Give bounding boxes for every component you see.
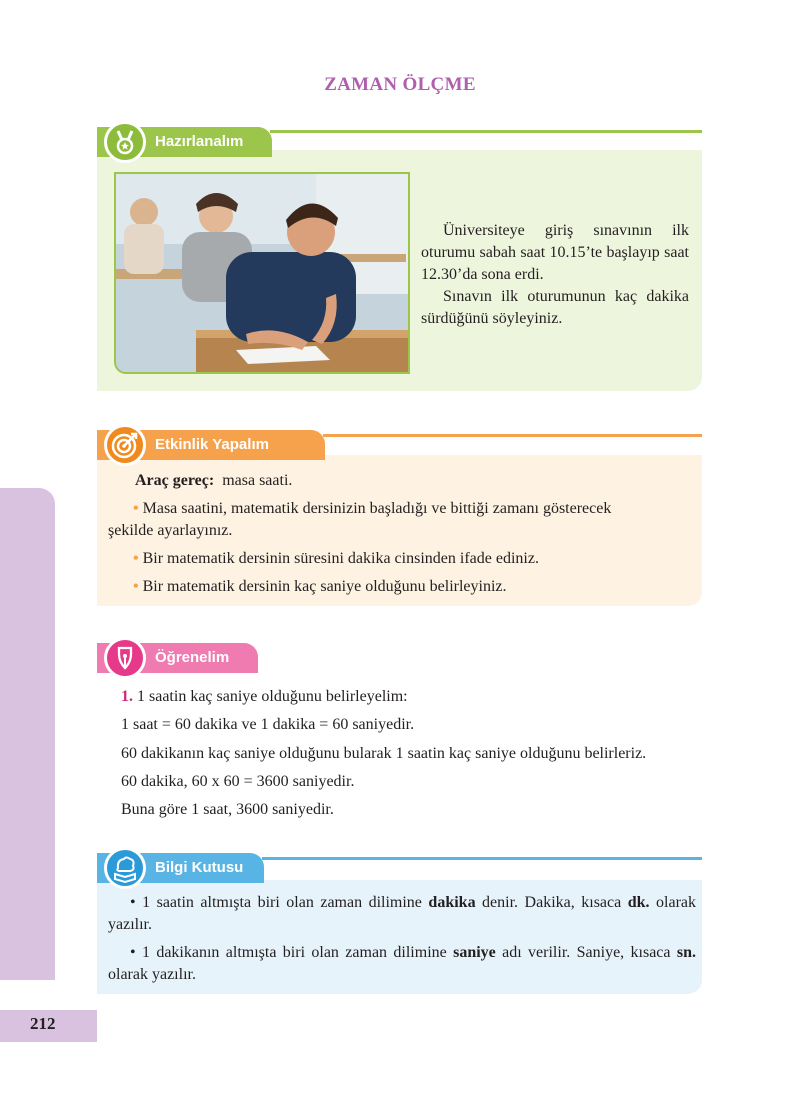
learn-line: 60 dakikanın kaç saniye olduğunu bularak 1 saatin kaç saniye olduğunu belirleriz. <box>121 745 647 762</box>
materials-value: masa saati. <box>222 472 293 489</box>
term-saniye: saniye <box>453 944 496 961</box>
prepare-text <box>421 220 689 330</box>
abbr-dk: dk. <box>627 894 650 911</box>
activity-item-text: Bir matematik dersinin kaç saniye olduğunu belirleyiniz. <box>142 578 507 595</box>
activity-header-line <box>323 434 702 437</box>
activity-item: • Bir matematik dersinin süresini dakika cinsinden ifade ediniz. <box>133 550 539 567</box>
term-dakika: dakika <box>428 894 476 911</box>
prepare-question: Sınavın ilk oturumunun kaç dakika sürdüğünü söyleyiniz. <box>421 288 689 327</box>
page-title: ZAMAN ÖLÇME <box>324 74 476 95</box>
info-header-line <box>262 857 702 860</box>
prepare-header-label: Hazırlanalım <box>155 133 244 150</box>
materials-label: Araç gereç: <box>135 472 215 489</box>
learn-header-label: Öğrenelim <box>155 649 230 666</box>
side-tab <box>0 488 55 980</box>
activity-materials <box>135 470 725 492</box>
exam-students-photo <box>114 172 410 374</box>
learn-line: 60 dakika, 60 x 60 = 3600 saniyedir. <box>121 773 355 790</box>
info-text-dakika: • 1 saatin altmışta biri olan zaman dilimine dakika denir. Dakika, kısaca dk. olarak yazılır. <box>108 894 697 933</box>
page-number: 212 <box>30 1014 56 1033</box>
learn-line: Buna göre 1 saat, 3600 saniyedir. <box>121 801 334 818</box>
target-icon <box>104 424 146 466</box>
activity-header-label: Etkinlik Yapalım <box>155 436 269 453</box>
learn-line <box>121 688 408 706</box>
activity-item-text: Bir matematik dersinin süresini dakika cinsinden ifade ediniz. <box>142 550 539 567</box>
activity-item: • Masa saatini, matematik dersinizin başladığı ve bittiği zamanı gösterecek <box>133 500 612 517</box>
pen-nib-icon <box>104 637 146 679</box>
activity-item-text: Masa saatini, matematik dersinizin başladığı ve bittiği zamanı gösterecek <box>142 500 612 517</box>
learn-number: 1. <box>121 688 133 705</box>
info-text-saniye: • 1 dakikanın altmışta biri olan zaman dilimine saniye adı verilir. Saniye, kısaca sn. olarak yazılır. <box>108 944 697 983</box>
learn-line-text: 1 saatin kaç saniye olduğunu belirleyelim: <box>137 688 408 705</box>
abbr-sn: sn. <box>676 944 697 961</box>
activity-item-continued: şekilde ayarlayınız. <box>108 522 233 539</box>
brain-book-icon <box>104 847 146 889</box>
prepare-paragraph: Üniversiteye giriş sınavının ilk oturumu sabah saat 10.15’te başlayıp saat 12.30’da sona erdi. <box>421 222 689 283</box>
prepare-header-line <box>270 130 702 133</box>
learn-line: 1 saat = 60 dakika ve 1 dakika = 60 saniyedir. <box>121 716 415 733</box>
medal-icon <box>104 121 146 163</box>
activity-item: • Bir matematik dersinin kaç saniye olduğunu belirleyiniz. <box>133 578 507 595</box>
info-header-label: Bilgi Kutusu <box>155 859 244 876</box>
